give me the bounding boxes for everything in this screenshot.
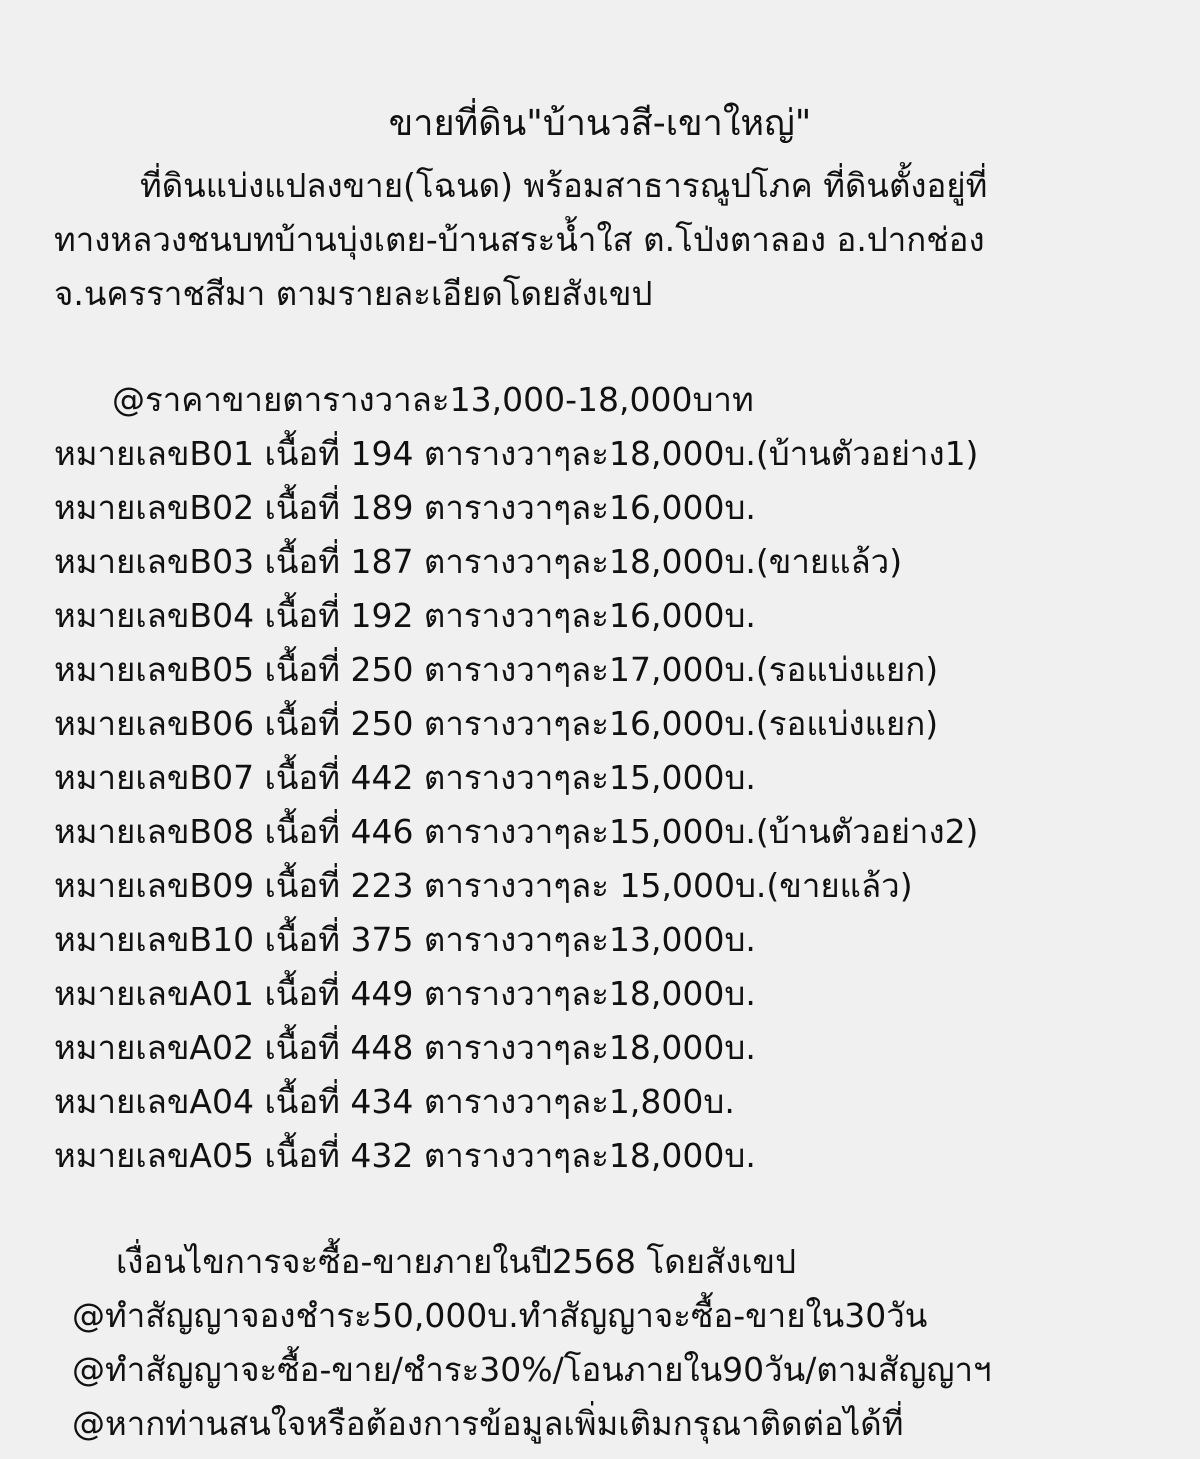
plot-line: หมายเลขB09 เนื้อที่ 223 ตารางวาๆละ 15,000บ.(ขายแล้ว) xyxy=(54,866,913,905)
plot-line: หมายเลขB05 เนื้อที่ 250 ตารางวาๆละ17,000บ.(รอแบ่งแยก) xyxy=(54,650,939,689)
plot-line: หมายเลขA01 เนื้อที่ 449 ตารางวาๆละ18,000บ. xyxy=(54,974,756,1013)
condition-line: @หากท่านสนใจหรือต้องการข้อมูลเพิ่มเติมกรุณาติดต่อได้ที่ xyxy=(72,1404,904,1443)
conditions-heading: เงื่อนไขการจะซื้อ-ขายภายในปี2568 โดยสังเขป xyxy=(116,1242,797,1281)
intro-line-1: ที่ดินแบ่งแปลงขาย(โฉนด) พร้อมสาธารณูปโภค ที่ดินตั้งอยู่ที่ xyxy=(140,166,988,205)
intro-line-2: ทางหลวงชนบทบ้านบุ่งเตย-บ้านสระน้ำใส ต.โป่งตาลอง อ.ปากช่อง xyxy=(54,220,985,259)
plot-line: หมายเลขA04 เนื้อที่ 434 ตารางวาๆละ1,800บ. xyxy=(54,1082,735,1121)
plot-line: หมายเลขB01 เนื้อที่ 194 ตารางวาๆละ18,000บ.(บ้านตัวอย่าง1) xyxy=(54,434,979,473)
plot-line: หมายเลขB10 เนื้อที่ 375 ตารางวาๆละ13,000บ. xyxy=(54,920,756,959)
plot-line: หมายเลขB04 เนื้อที่ 192 ตารางวาๆละ16,000บ. xyxy=(54,596,756,635)
plot-line: หมายเลขB02 เนื้อที่ 189 ตารางวาๆละ16,000บ. xyxy=(54,488,756,527)
plot-line: หมายเลขB07 เนื้อที่ 442 ตารางวาๆละ15,000บ. xyxy=(54,758,756,797)
page-title: ขายที่ดิน"บ้านวสี-เขาใหญ่" xyxy=(388,103,812,144)
plot-line: หมายเลขA02 เนื้อที่ 448 ตารางวาๆละ18,000บ. xyxy=(54,1028,756,1067)
intro-line-3: จ.นครราชสีมา ตามรายละเอียดโดยสังเขป xyxy=(54,274,653,313)
condition-line: @ทำสัญญาจะซื้อ-ขาย/ชำระ30%/โอนภายใน90วัน/ตามสัญญาฯ xyxy=(72,1350,992,1389)
plot-line: หมายเลขB08 เนื้อที่ 446 ตารางวาๆละ15,000บ.(บ้านตัวอย่าง2) xyxy=(54,812,979,851)
plot-line: หมายเลขA05 เนื้อที่ 432 ตารางวาๆละ18,000บ. xyxy=(54,1136,756,1175)
plot-line: หมายเลขB06 เนื้อที่ 250 ตารางวาๆละ16,000บ.(รอแบ่งแยก) xyxy=(54,704,939,743)
condition-line: @ทำสัญญาจองชำระ50,000บ.ทำสัญญาจะซื้อ-ขายใน30วัน xyxy=(72,1296,928,1335)
plot-line: หมายเลขB03 เนื้อที่ 187 ตารางวาๆละ18,000บ.(ขายแล้ว) xyxy=(54,542,903,581)
price-heading: @ราคาขายตารางวาละ13,000-18,000บาท xyxy=(112,380,754,419)
